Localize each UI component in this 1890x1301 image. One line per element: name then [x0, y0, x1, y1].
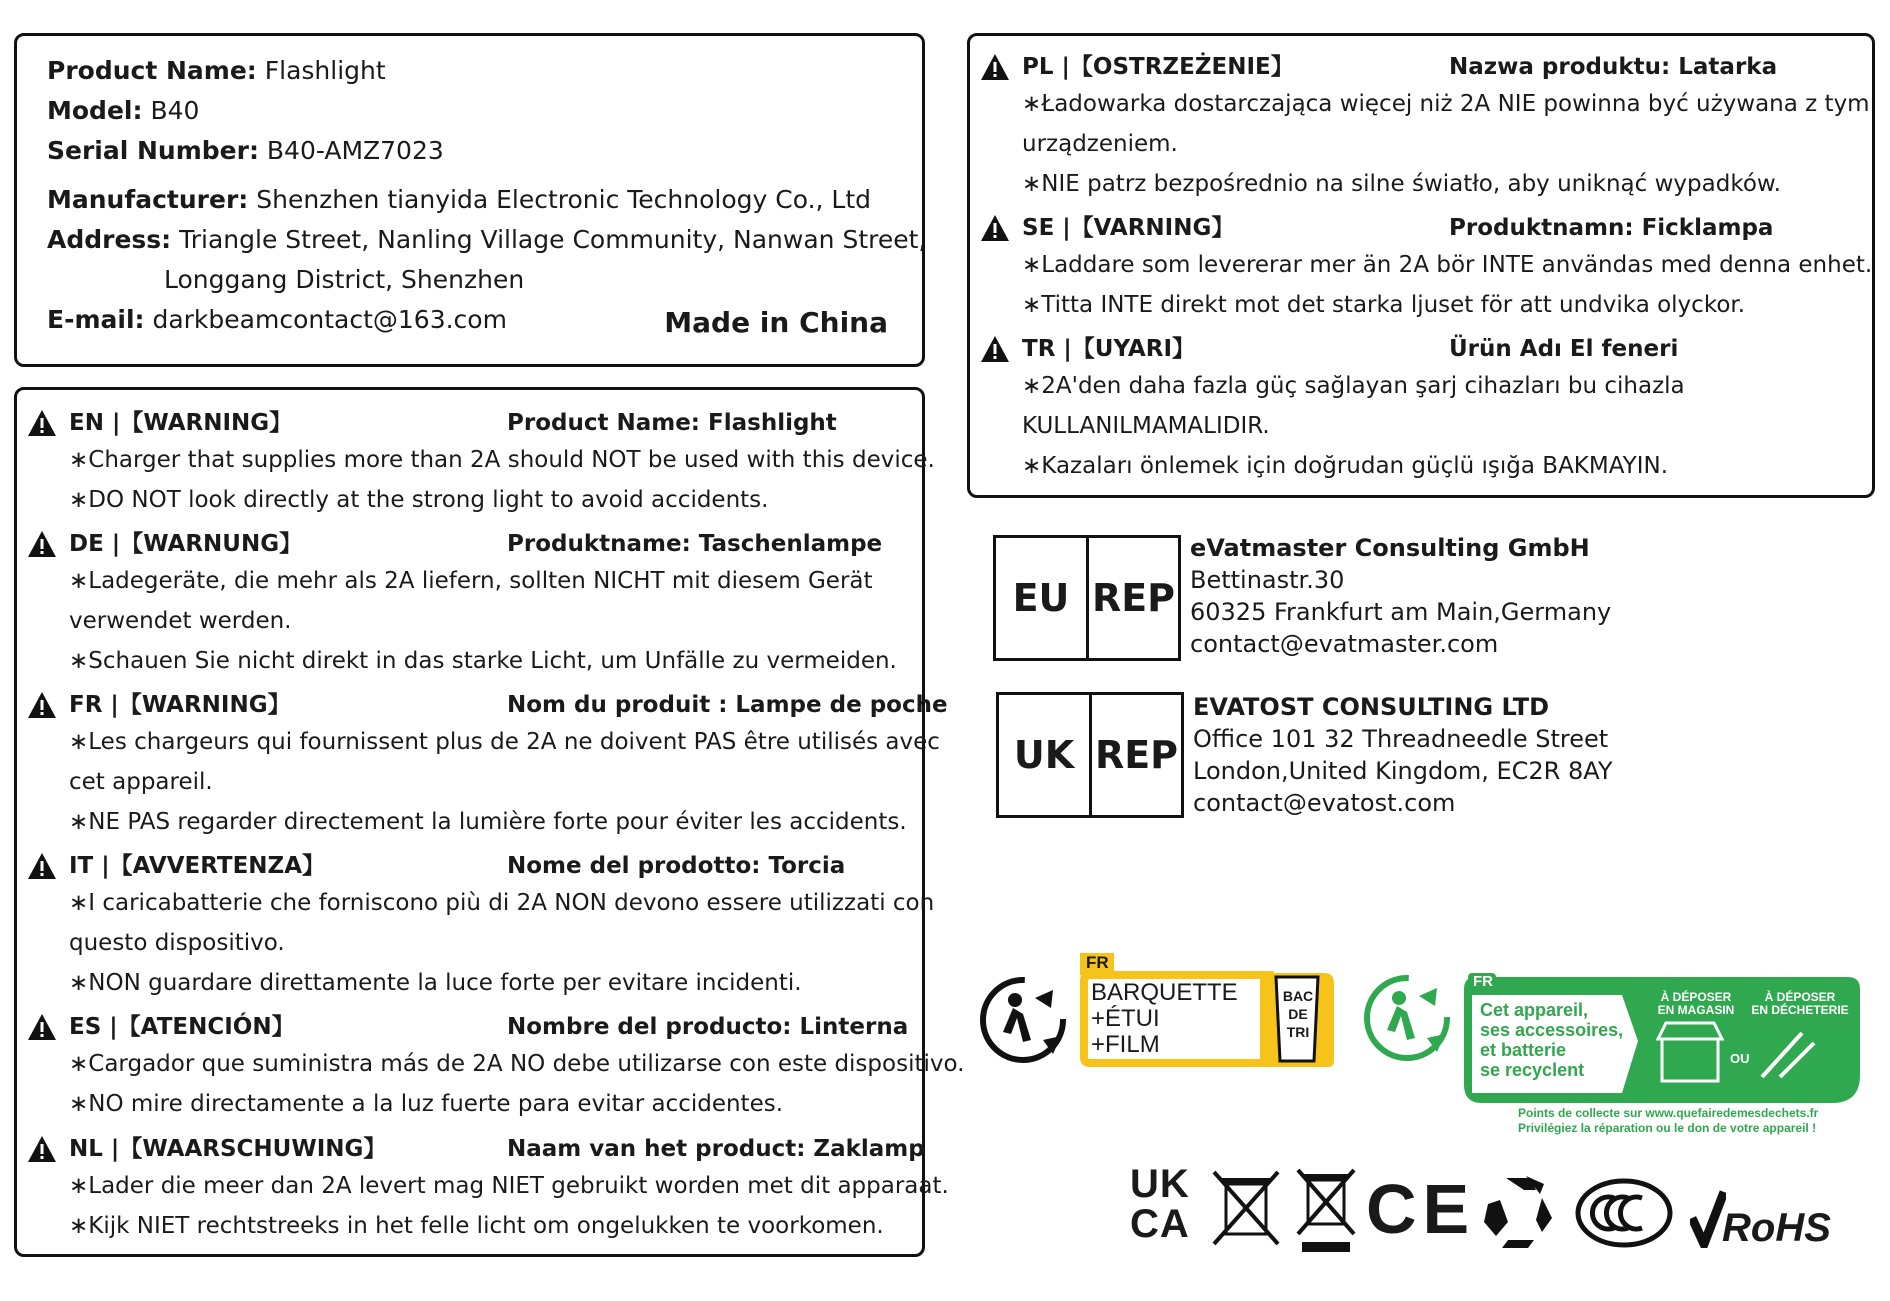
eu-rep-street: Bettinastr.30: [1190, 566, 1345, 594]
ce-mark-icon: CE: [1366, 1170, 1476, 1248]
made-in-label: Made in China: [664, 306, 888, 339]
warning-language-header: PL |【OSTRZEŻENIE】: [1022, 54, 1294, 80]
bin-label-2: DE: [1288, 1006, 1308, 1022]
warning-text-line: ∗I caricabatterie che forniscono più di 2A NON devono essere utilizzati con: [69, 890, 935, 916]
eu-rep-name: eVatmaster Consulting GmbH: [1190, 534, 1590, 562]
weee-text-1: Cet appareil,: [1480, 1000, 1589, 1020]
weee-bin-bar-icon: [1296, 1168, 1356, 1254]
warning-triangle-icon: [27, 1135, 57, 1163]
serial-value: B40-AMZ7023: [266, 136, 444, 165]
packaging-sorting-label: [1078, 953, 1338, 1069]
warning-product-name: Nome del prodotto: Torcia: [507, 853, 846, 879]
warning-product-name: Nom du produit : Lampe de poche: [507, 692, 948, 718]
warning-product-name: Produktname: Taschenlampe: [507, 531, 883, 557]
warning-triangle-icon: [980, 214, 1010, 242]
warning-triangle-icon: [980, 335, 1010, 363]
ukca-mark-icon: [1130, 1164, 1190, 1244]
uk-rep-tag-uk: UK: [999, 695, 1092, 815]
warning-text-line: ∗Schauen Sie nicht direkt in das starke Licht, um Unfälle zu vermeiden.: [69, 648, 897, 674]
uk-rep-badge: [996, 692, 1184, 818]
product-name-label: Product Name:: [47, 56, 257, 85]
address-label: Address:: [47, 225, 172, 254]
rohs-mark-icon: RoHS: [1722, 1206, 1831, 1250]
uk-rep-email: contact@evatost.com: [1193, 789, 1456, 817]
warning-text-line: ∗Les chargeurs qui fournissent plus de 2A ne doivent PAS être utilisés avec: [69, 729, 940, 755]
uk-rep-tag-rep: REP: [1094, 733, 1179, 777]
warning-text-line: ∗NO mire directamente a la luz fuerte para evitar accidentes.: [69, 1091, 784, 1117]
ukca-mark-line-2: CA: [1130, 1202, 1190, 1246]
ccc-mark-icon: [1574, 1178, 1674, 1248]
packaging-line-1: BARQUETTE: [1091, 979, 1238, 1006]
warning-text-line: ∗Kazaları önlemek için doğrudan güçlü ışığa BAKMAYIN.: [1022, 453, 1669, 479]
warning-text-line: ∗Charger that supplies more than 2A should NOT be used with this device.: [69, 447, 935, 473]
eu-rep-tag-eu: EU: [996, 538, 1089, 658]
manufacturer-label: Manufacturer:: [47, 185, 249, 214]
uk-rep-street: Office 101 32 Threadneedle Street: [1193, 725, 1609, 753]
recycle-icon: [1478, 1170, 1558, 1250]
eu-rep-badge: [993, 535, 1181, 661]
eu-rep-tag-rep: REP: [1091, 576, 1176, 620]
warning-text-line: verwendet werden.: [69, 608, 292, 634]
warning-text-line: ∗Laddare som levererar mer än 2A bör INTE användas med denna enhet.: [1022, 252, 1873, 278]
warning-box-right: [967, 33, 1875, 498]
eu-rep-email: contact@evatmaster.com: [1190, 630, 1499, 658]
triman-green-logo-icon: [1357, 968, 1457, 1068]
warning-box-left: [14, 387, 965, 1257]
packaging-line-3: +FILM: [1091, 1031, 1160, 1058]
email-label: E-mail:: [47, 305, 145, 334]
email-line: [47, 301, 507, 339]
address-value-1: Triangle Street, Nanling Village Community, Nanwan Street,: [179, 225, 927, 254]
ukca-mark-line-1: UK: [1130, 1162, 1190, 1206]
packaging-fr-tag: FR: [1086, 953, 1109, 972]
warning-triangle-icon: [27, 852, 57, 880]
warning-text-line: ∗2A'den daha fazla güç sağlayan şarj cihazları bu cihazla: [1022, 373, 1685, 399]
warning-text-line: ∗Lader die meer dan 2A levert mag NIET gebruikt worden met dit apparaat.: [69, 1173, 949, 1199]
manufacturer-line: [47, 181, 871, 219]
packaging-line-2: +ÉTUI: [1091, 1005, 1160, 1032]
warning-product-name: Product Name: Flashlight: [507, 410, 837, 436]
product-name-value: Flashlight: [264, 56, 386, 85]
weee-text-4: se recyclent: [1480, 1060, 1585, 1080]
eu-rep-city: 60325 Frankfurt am Main,Germany: [1190, 598, 1612, 626]
dump-drop-1: À DÉPOSER: [1764, 990, 1836, 1004]
or-label: OU: [1730, 1051, 1750, 1066]
warning-product-name: Produktnamn: Ficklampa: [1449, 215, 1774, 241]
warning-triangle-icon: [27, 409, 57, 437]
weee-text-2: ses accessoires,: [1480, 1020, 1624, 1040]
bin-label: [1280, 987, 1316, 1041]
weee-text: [1480, 1000, 1623, 1080]
warning-language-header: IT |【AVVERTENZA】: [69, 853, 326, 879]
weee-footer-1: Points de collecte sur www.quefairedemesdechets.fr: [1518, 1106, 1819, 1120]
warning-text-line: cet appareil.: [69, 769, 213, 795]
dump-drop-2: EN DÉCHETERIE: [1751, 1003, 1849, 1017]
manufacturer-value: Shenzhen tianyida Electronic Technology Co., Ltd: [256, 185, 872, 214]
store-drop-1: À DÉPOSER: [1660, 990, 1732, 1004]
model-line: [47, 92, 199, 130]
weee-text-3: et batterie: [1480, 1040, 1567, 1060]
warning-text-line: ∗Titta INTE direkt mot det starka ljuset för att undvika olyckor.: [1022, 292, 1746, 318]
model-label: Model:: [47, 96, 143, 125]
product-info-box: [14, 33, 925, 367]
address-line-2: Longgang District, Shenzhen: [164, 265, 525, 294]
warning-triangle-icon: [27, 530, 57, 558]
warning-triangle-icon: [27, 691, 57, 719]
bin-label-1: BAC: [1282, 988, 1314, 1004]
warning-text-line: ∗Ładowarka dostarczająca więcej niż 2A NIE powinna być używana z tym: [1022, 91, 1870, 117]
model-value: B40: [150, 96, 200, 125]
uk-rep-name: EVATOST CONSULTING LTD: [1193, 693, 1550, 721]
uk-rep-city: London,United Kingdom, EC2R 8AY: [1193, 757, 1613, 785]
bin-label-3: TRI: [1286, 1024, 1310, 1040]
warning-triangle-icon: [27, 1013, 57, 1041]
warning-text-line: ∗Ladegeräte, die mehr als 2A liefern, sollten NICHT mit diesem Gerät: [69, 568, 873, 594]
warning-text-line: ∗NON guardare direttamente la luce forte per evitare incidenti.: [69, 970, 802, 996]
address-line: [47, 221, 926, 259]
serial-line: [47, 132, 444, 170]
warning-product-name: Nombre del producto: Linterna: [507, 1014, 909, 1040]
weee-fr-tag: FR: [1473, 973, 1493, 990]
warning-language-header: EN |【WARNING】: [69, 410, 293, 436]
warning-language-header: ES |【ATENCIÓN】: [69, 1014, 295, 1040]
warning-language-header: TR |【UYARI】: [1022, 336, 1196, 362]
warning-text-line: questo dispositivo.: [69, 930, 285, 956]
weee-bin-icon: [1212, 1170, 1280, 1246]
dump-drop-label: [1744, 991, 1856, 1017]
email-value: darkbeamcontact@163.com: [152, 305, 507, 334]
store-drop-label: [1648, 991, 1744, 1017]
warning-text-line: KULLANILMAMALIDIR.: [1022, 413, 1270, 439]
rohs-check-icon: [1690, 1188, 1726, 1248]
warning-product-name: Naam van het product: Zaklamp: [507, 1136, 925, 1162]
warning-product-name: Ürün Adı El feneri: [1449, 336, 1679, 362]
warning-text-line: urządzeniem.: [1022, 131, 1178, 157]
warning-text-line: ∗Kijk NIET rechtstreeks in het felle licht om ongelukken te voorkomen.: [69, 1213, 884, 1239]
warning-language-header: NL |【WAARSCHUWING】: [69, 1136, 387, 1162]
warning-product-name: Nazwa produktu: Latarka: [1449, 54, 1778, 80]
warning-language-header: DE |【WARNUNG】: [69, 531, 303, 557]
store-drop-2: EN MAGASIN: [1657, 1003, 1735, 1017]
weee-footer: [1518, 1106, 1818, 1136]
warning-language-header: FR |【WARNING】: [69, 692, 291, 718]
weee-footer-2: Privilégiez la réparation ou le don de votre appareil !: [1518, 1121, 1817, 1135]
weee-fr-label: [1462, 973, 1862, 1138]
warning-language-header: SE |【VARNING】: [1022, 215, 1235, 241]
warning-text-line: ∗NE PAS regarder directement la lumière forte pour éviter les accidents.: [69, 809, 907, 835]
warning-text-line: ∗NIE patrz bezpośrednio na silne światło, aby uniknąć wypadków.: [1022, 171, 1781, 197]
warning-text-line: ∗Cargador que suministra más de 2A NO debe utilizarse con este dispositivo.: [69, 1051, 965, 1077]
product-name-line: [47, 52, 386, 90]
triman-logo-icon: [973, 970, 1073, 1070]
warning-text-line: ∗DO NOT look directly at the strong light to avoid accidents.: [69, 487, 769, 513]
serial-label: Serial Number:: [47, 136, 259, 165]
warning-triangle-icon: [980, 53, 1010, 81]
